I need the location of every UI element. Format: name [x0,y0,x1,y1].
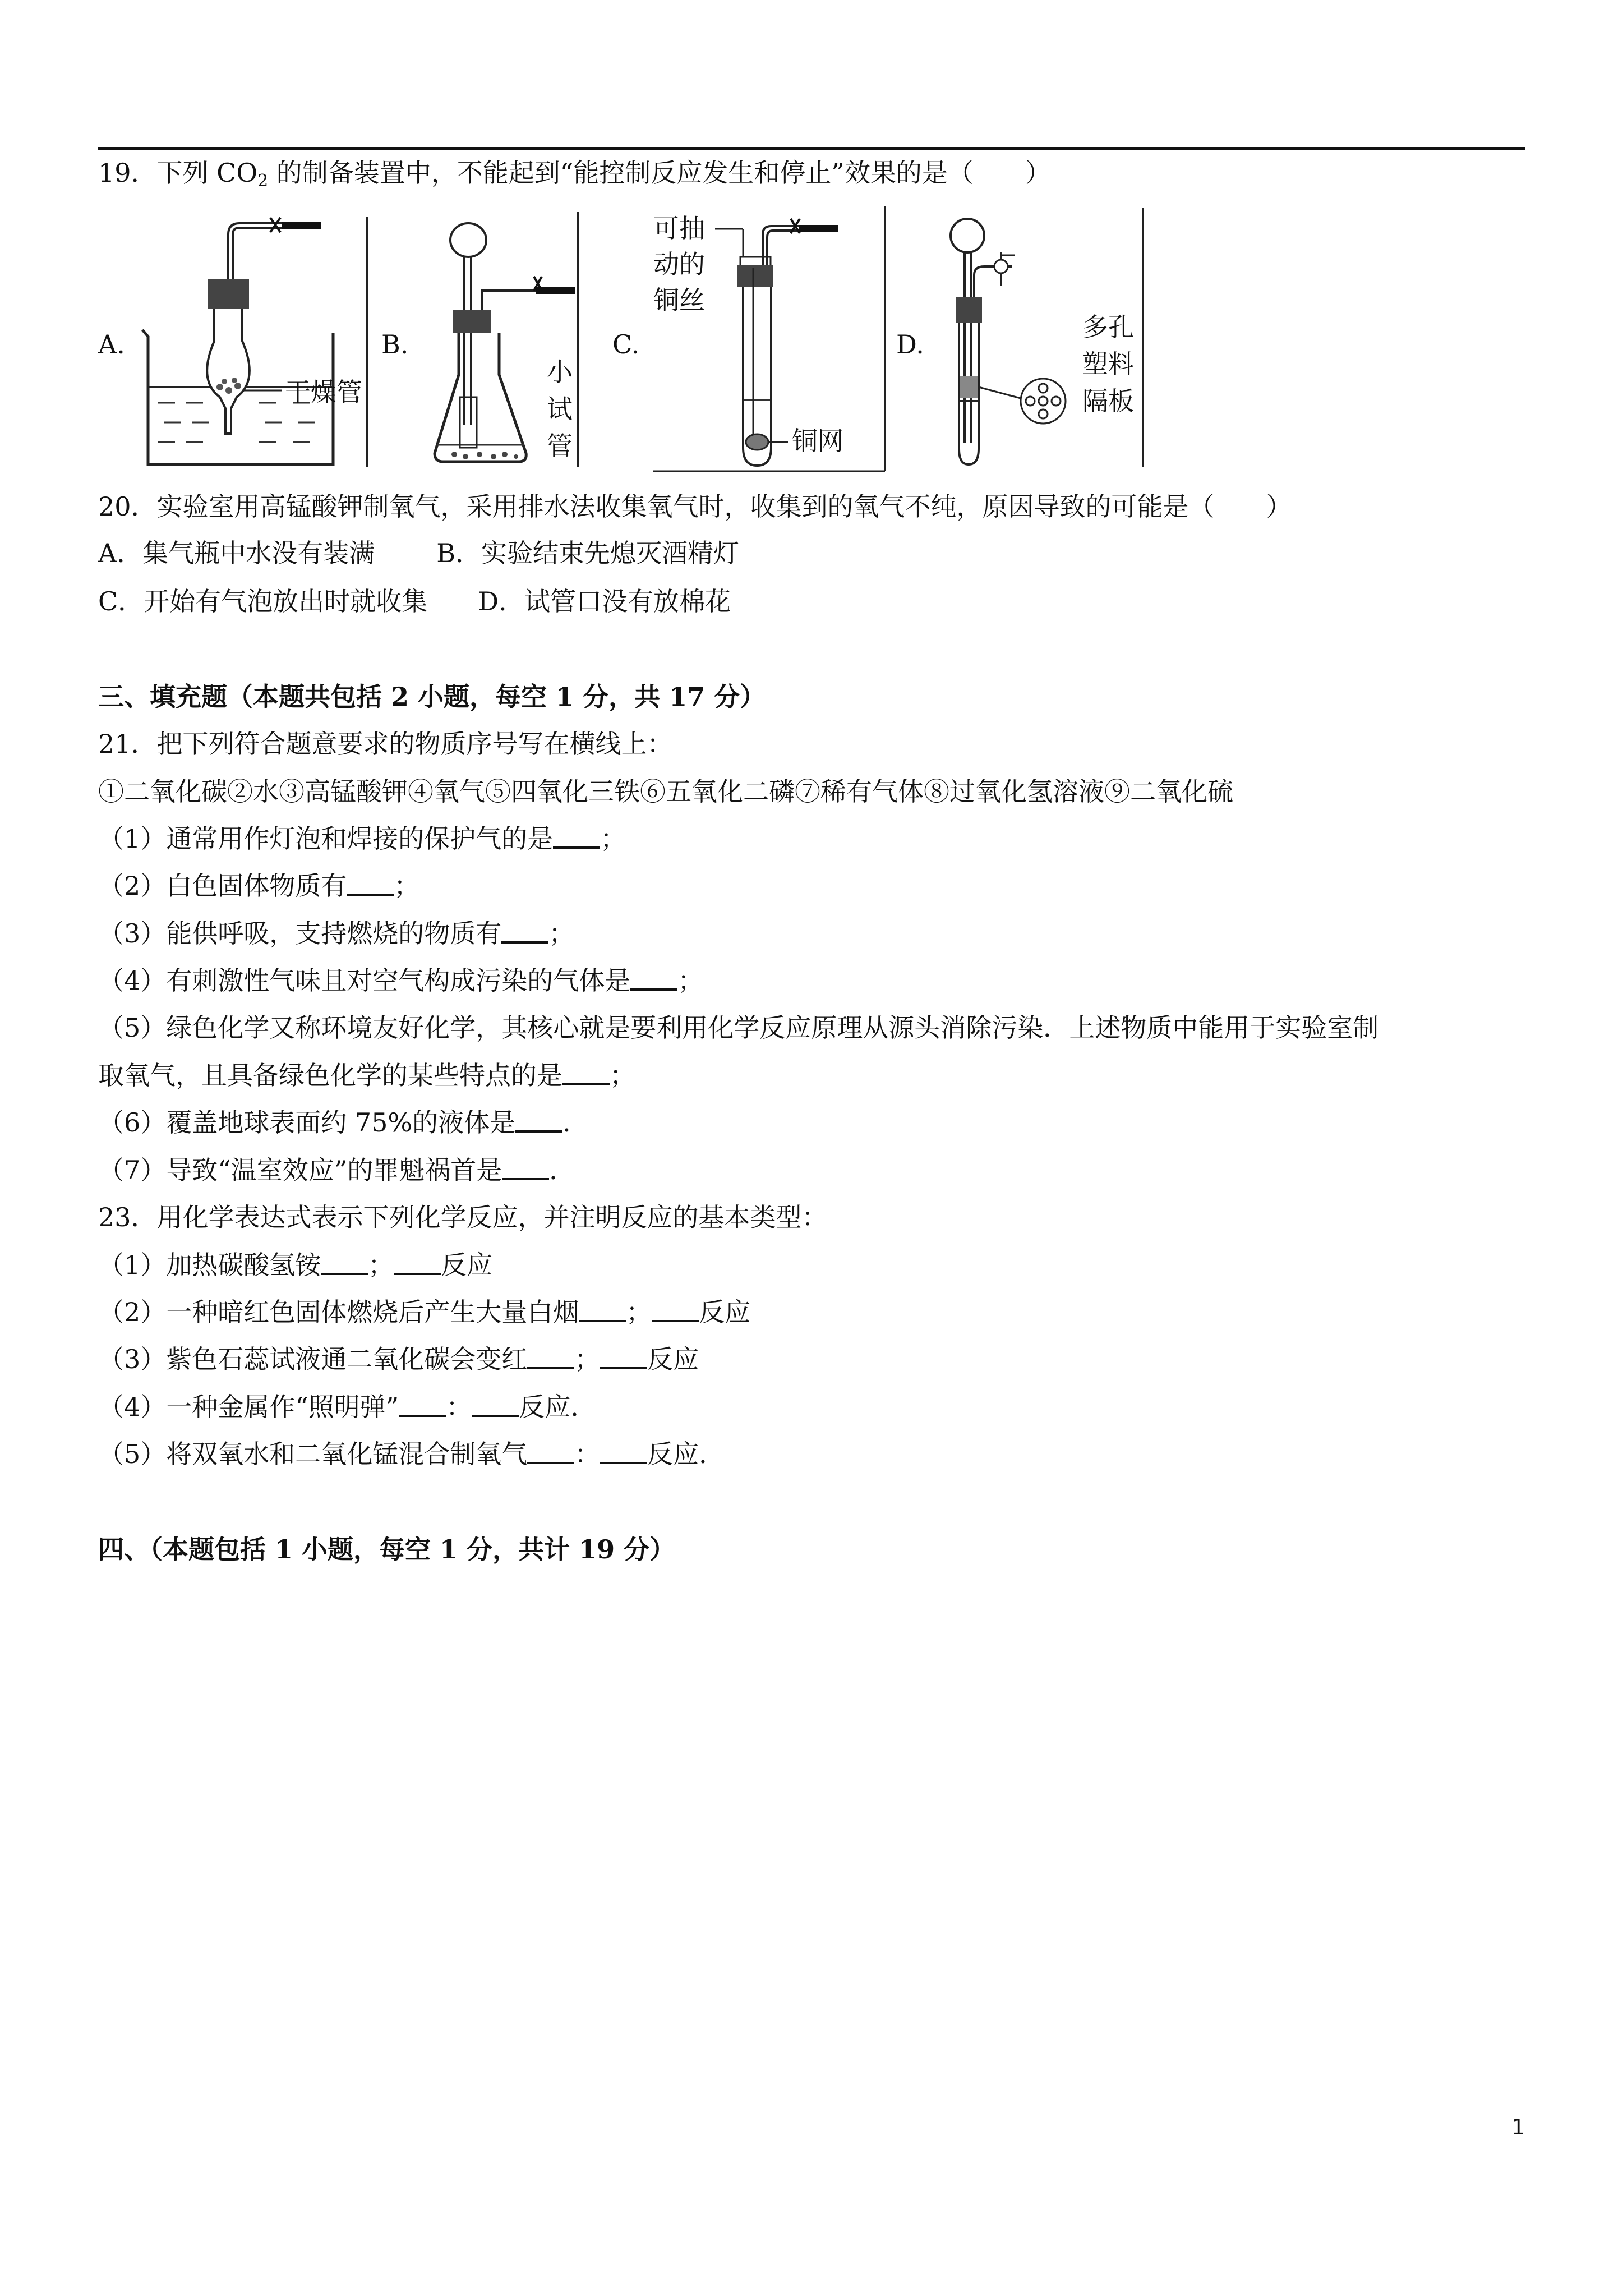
section-4-heading: 四、（本题包括 1 小题，每空 1 分，共计 19 分） [98,1534,676,1565]
q23-item-3: （3）紫色石蕊试液通二氧化碳会变红 ； 反应 [98,1344,699,1374]
q20-options-row2 [98,585,731,618]
q19-figure-c [653,206,889,476]
q21-item-5-line-1: （5）绿色化学又称环境友好化学，其核心就是要利用化学反应原理从源头消除污染．上述物质中能用于实验室制 [98,1013,1379,1043]
answer-blank [472,1392,519,1417]
q21-item-6: （6）覆盖地球表面约 75%的液体是 ． [98,1107,589,1138]
header-rule [98,147,1525,150]
q21-item-4: （4）有刺激性气味且对空气构成污染的气体是 ； [98,965,704,996]
q23-item-5: （5）将双氧水和二氧化锰混合制氧气 ： 反应． [98,1439,725,1469]
q21-item-1: （1）通常用作灯泡和焊接的保护气的是 ； [98,823,626,854]
q21-item-5-line-2: 取氧气，且具备绿色化学的某些特点的是 ； [98,1060,635,1091]
answer-blank [502,1156,549,1180]
answer-blank [579,1297,626,1322]
q19-option-c-label-top: 可抽动的铜丝 [653,213,705,315]
q23-item-4: （4）一种金属作“照明弹” ： 反应． [98,1392,597,1422]
answer-blank [347,871,394,896]
test-tube-with-copper-wire-icon [653,206,889,476]
q20-option-a: A．集气瓶中水没有装满 [98,538,375,568]
q20-options-row1 [98,536,739,570]
answer-blank [399,1392,446,1417]
q21-item-7: （7）导致“温室效应”的罪魁祸首是 ． [98,1155,575,1185]
answer-blank [652,1297,699,1322]
answer-blank [515,1108,562,1133]
q19-option-c-label-bottom: 铜网 [792,426,843,456]
q21-item-2: （2）白色固体物质有 ； [98,871,420,901]
q19-stem: 19．下列 $CO_2$ 的制备装置中，不能起到“能控制反应发生和停止”效果的是（ ） [98,158,1051,191]
answer-blank [527,1345,574,1369]
answer-blank [562,1061,610,1085]
q19-option-a-letter: A. [98,329,125,360]
q21-stem: 21．把下列符合题意要求的物质序号写在横线上： [98,729,673,759]
q19-option-d-letter: D. [896,329,924,360]
q21-substance-list: ①二氧化碳②水③高锰酸钾④氧气⑤四氧化三铁⑥五氧化二磷⑦稀有气体⑧过氧化氢溶液⑨二氧化硫 [98,776,1233,807]
q19-option-c-letter: C. [612,329,640,360]
page-number: 1 [1511,2115,1525,2139]
q19-option-b-letter: B. [381,329,409,360]
answer-blank [527,1439,574,1464]
q19-option-d-label: 多孔塑料隔板 [1082,312,1134,416]
q23-stem: 23．用化学表达式表示下列化学反应，并注明反应的基本类型： [98,1202,828,1232]
q23-item-1: （1）加热碳酸氢铵 ； 反应 [98,1250,493,1280]
answer-blank [600,1439,647,1464]
answer-blank [630,966,677,991]
q21-item-3: （3）能供呼吸，支持燃烧的物质有 ； [98,918,575,949]
answer-blank [321,1250,368,1275]
q20-option-b: B．实验结束先熄灭酒精灯 [436,538,740,568]
q20-stem: 20．实验室用高锰酸钾制氧气，采用排水法收集氧气时，收集到的氧气不纯，原因导致的可能是（ ） [98,491,1292,522]
answer-blank [501,919,548,944]
q20-option-d: D．试管口没有放棉花 [478,586,731,616]
q19-figure-a [130,212,371,473]
answer-blank [600,1345,647,1369]
answer-blank [553,824,600,849]
beaker-with-drying-tube-icon [130,212,371,473]
section-3-heading: 三、填充题（本题共包括 2 小题，每空 1 分，共 17 分） [98,682,766,712]
q19-option-a-label: 干燥管 [285,377,362,407]
q20-option-c: C．开始有气泡放出时就收集 [98,586,428,616]
answer-blank [394,1250,441,1275]
q23-item-2: （2）一种暗红色固体燃烧后产生大量白烟 ； 反应 [98,1297,751,1327]
q19-option-b-label: 小试管 [547,357,573,461]
